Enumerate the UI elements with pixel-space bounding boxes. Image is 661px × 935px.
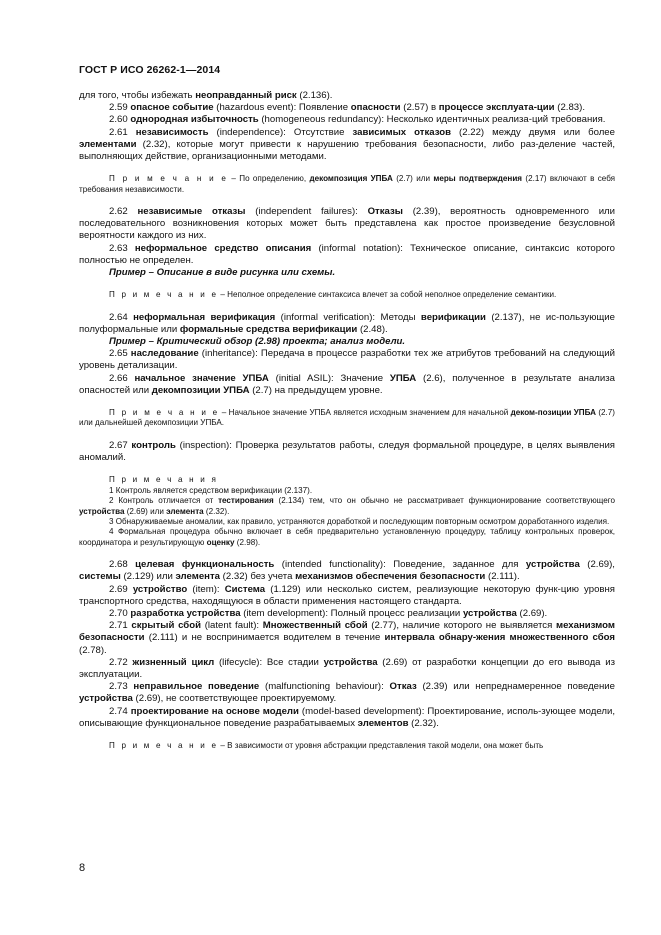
- text-run: (homogeneous redundancy): Несколько идентичных реализа-ций требования.: [258, 114, 606, 126]
- bold-term: процессе эксплуата-ции: [438, 102, 555, 114]
- paragraph: [79, 90, 615, 102]
- bold-term: верификации: [420, 311, 486, 323]
- text-run: (2.69),: [579, 559, 615, 571]
- bold-term: элементов: [357, 717, 409, 729]
- text-run: 2.71: [109, 620, 132, 632]
- text-run: (2.83).: [554, 102, 585, 114]
- bold-term: деком-позиции УПБА: [510, 408, 596, 418]
- text-run: 2.69: [109, 583, 133, 595]
- bold-term: интервала обнару-жения множественного сбоя: [384, 632, 615, 644]
- text-run: 1 Контроль является средством верификации (2.137).: [109, 485, 313, 495]
- term-2-59: [79, 102, 615, 114]
- text-run: – Начальное значение УПБА является исходным значением для начальной: [219, 408, 511, 418]
- term-2-60: [79, 114, 615, 126]
- text-run: 2.67: [109, 439, 132, 451]
- bold-term: разработка устройства: [130, 607, 241, 619]
- bold-term: УПБА: [389, 372, 417, 384]
- bold-term: Отказы: [367, 206, 403, 218]
- bold-term: механизмов обеспечения безопасности: [295, 571, 486, 583]
- text-run: (2.57) в: [400, 102, 439, 114]
- bold-term: проектирование на основе модели: [130, 705, 299, 717]
- bold-term: механизмом безопасности: [79, 620, 615, 644]
- bold-term: устройства: [525, 559, 580, 571]
- text-run: 2.65: [109, 348, 131, 360]
- term-2-62: [79, 206, 615, 243]
- page-number: 8: [79, 862, 86, 874]
- text-run: 2.70: [109, 607, 131, 619]
- bold-term: элементами: [79, 138, 137, 150]
- text-run: 2.64: [109, 311, 134, 323]
- term-2-69: [79, 584, 615, 608]
- bold-term: устройство: [132, 583, 188, 595]
- bold-term: неформальная верификация: [133, 311, 276, 323]
- bold-term: Отказ: [389, 681, 417, 693]
- bold-term: декомпозиция УПБА: [309, 174, 393, 184]
- text-run: 2.59: [109, 102, 131, 114]
- term-2-72: [79, 657, 615, 681]
- text-run: (2.111) и не воспринимается водителем в течение: [144, 632, 385, 644]
- text-run: 2.68: [109, 559, 136, 571]
- text-run: П р и м е ч а н и е: [109, 290, 219, 300]
- text-run: (2.7) или: [392, 174, 434, 184]
- bold-term: устройства: [323, 656, 378, 668]
- text-run: 2.62: [109, 206, 138, 218]
- text-run: – По определению,: [228, 174, 310, 184]
- text-run: (2.32) без учета: [220, 571, 296, 583]
- text-run: (2.69) или: [124, 506, 167, 516]
- bold-term: опасное событие: [130, 102, 214, 114]
- text-run: 2 Контроль отличается от: [109, 496, 219, 506]
- text-run: (independent failures):: [245, 206, 368, 218]
- text-run: (1.129) или несколько систем, реализующие некоторую функ-цию уровня транспортного средства, находящуюся в области применения настоящего стандарта.: [79, 583, 615, 607]
- note-item: [79, 527, 615, 548]
- note: [79, 290, 615, 300]
- text-run: 2.60: [109, 114, 131, 126]
- text-run: (item development): Полный процесс реализации: [240, 607, 463, 619]
- bold-term: однородная избыточность: [130, 114, 259, 126]
- text-run: Пример – Критический обзор (2.98) проекта; анализ модели.: [109, 336, 406, 348]
- bold-term: элемента: [166, 506, 204, 516]
- notes-heading: [79, 475, 615, 485]
- bold-term: неформальное средство описания: [134, 242, 312, 254]
- text-run: (2.7) или дальнейшей декомпозиции УПБА.: [79, 408, 615, 428]
- text-run: (2.32).: [408, 717, 439, 729]
- example: [79, 267, 615, 279]
- text-run: (2.32), которые могут привести к нарушению требования безопасности, либо раз-деление частей, выполняющих действие, организационными методами.: [79, 138, 615, 163]
- text-run: П р и м е ч а н и е: [109, 740, 219, 750]
- text-run: П р и м е ч а н и е: [109, 408, 220, 418]
- text-run: (2.69), не соответствующее проектируемому.: [132, 693, 337, 705]
- text-run: 2.73: [109, 681, 134, 693]
- text-run: (item):: [187, 583, 225, 595]
- text-run: (2.48).: [357, 323, 388, 335]
- bold-term: устройства: [462, 607, 517, 619]
- text-run: (2.69) от разработки концепции до его вывода из эксплуатации.: [79, 656, 615, 680]
- term-2-61: [79, 127, 615, 164]
- text-run: (2.7) на предыдущем уровне.: [249, 384, 383, 396]
- text-run: (2.77), наличие которого не выявляется: [367, 620, 556, 632]
- text-run: (2.137), не ис-пользующие полуформальные или: [79, 311, 615, 335]
- bold-term: меры подтверждения: [433, 174, 523, 184]
- term-2-71: [79, 620, 615, 657]
- term-2-74: [79, 706, 615, 730]
- bold-term: устройства: [79, 506, 125, 516]
- text-run: (2.39), вероятность одновременного или последовательного возникновения которых может быть представлена как простое произведение безусловной вероятности каждого из них.: [79, 206, 616, 242]
- text-run: (informal notation): Техническое описание, синтаксис которого полностью не определен.: [79, 242, 615, 266]
- text-run: (2.136).: [296, 90, 333, 101]
- bold-term: наследование: [130, 348, 199, 360]
- text-run: 2.61: [109, 126, 136, 138]
- text-run: Пример – Описание в виде рисунка или схемы.: [109, 267, 336, 279]
- note-item: [79, 486, 615, 496]
- term-2-73: [79, 681, 615, 705]
- text-run: (initial ASIL): Значение: [268, 372, 390, 384]
- text-run: (inspection): Проверка результатов работы, следуя формальной процедуре, в целях выявления аномалий.: [79, 439, 615, 464]
- text-run: 4 Формальная процедура обычно включает в себя предварительно установленную процедуру, таблицу контрольных проверок, координатора и результирующую: [79, 527, 615, 547]
- term-2-66: [79, 373, 615, 397]
- bold-term: формальные средства верификации: [179, 323, 358, 335]
- term-2-70: [79, 608, 615, 620]
- text-run: (latent fault):: [200, 620, 263, 632]
- text-run: 3 Обнаруживаемые аномалии, как правило, устраняются доработкой и последующим повторным осмотром доработанного изделия.: [109, 516, 610, 526]
- text-run: 2.63: [109, 242, 135, 254]
- term-2-64: [79, 312, 615, 336]
- text-run: (inheritance): Передача в процессе разработки тех же атрибутов требований на следующий уровень детализации.: [79, 348, 615, 372]
- text-run: (malfunctioning behaviour):: [259, 681, 390, 693]
- text-run: П р и м е ч а н и я: [109, 475, 219, 485]
- bold-term: Система: [224, 583, 266, 595]
- bold-term: оценку: [206, 537, 235, 547]
- bold-term: системы: [79, 571, 121, 583]
- text-run: 2.66: [109, 372, 135, 384]
- standard-header: ГОСТ Р ИСО 26262-1—2014: [79, 64, 221, 76]
- bold-term: декомпозиции УПБА: [151, 384, 250, 396]
- text-run: (lifecycle): Все стадии: [214, 656, 324, 668]
- note-item: [79, 496, 615, 517]
- text-run: (2.111).: [485, 571, 520, 583]
- text-run: (2.6), полученное в результате анализа опасностей или: [79, 372, 615, 396]
- bold-term: неправильное поведение: [133, 681, 260, 693]
- text-run: (2.134) тем, что он обычно не рассматривает функционирование соответствующего: [273, 496, 615, 506]
- term-2-68: [79, 559, 615, 583]
- bold-term: жизненный цикл: [132, 656, 215, 668]
- term-2-65: [79, 348, 615, 372]
- bold-term: независимость: [135, 126, 209, 138]
- bold-term: зависимых отказов: [352, 126, 452, 138]
- note-item: [79, 517, 615, 527]
- text-run: (2.78).: [79, 644, 107, 656]
- term-2-67: [79, 440, 615, 464]
- text-run: (model-based development): Проектирование, исполь-зующее модели, описывающие функциональное поведение разрабатываемых: [79, 705, 616, 729]
- text-run: для того, чтобы избежать: [79, 90, 196, 101]
- text-run: (independence): Отсутствие: [208, 126, 353, 138]
- bold-term: тестирования: [218, 496, 274, 506]
- bold-term: элемента: [175, 571, 220, 583]
- text-run: (2.98).: [234, 537, 261, 547]
- document-body: [79, 90, 615, 751]
- bold-term: устройства: [79, 693, 133, 705]
- text-run: (intended functionality): Поведение, заданное для: [274, 559, 526, 571]
- example: [79, 336, 615, 348]
- text-run: (2.129) или: [120, 571, 176, 583]
- text-run: 2.74: [109, 705, 131, 717]
- bold-term: скрытый сбой: [131, 620, 201, 632]
- bold-term: опасности: [350, 102, 401, 114]
- note: [79, 741, 615, 751]
- text-run: (2.22) между двумя или более: [451, 126, 615, 138]
- text-run: П р и м е ч а н и е: [109, 174, 229, 184]
- note: [79, 174, 615, 195]
- bold-term: целевая функциональность: [135, 559, 275, 571]
- text-run: (informal verification): Методы: [275, 311, 421, 323]
- text-run: 2.72: [109, 656, 133, 668]
- bold-term: контроль: [131, 439, 176, 451]
- text-run: (2.69).: [516, 607, 548, 619]
- text-run: (2.39) или непреднамеренное поведение: [416, 681, 615, 693]
- bold-term: независимые отказы: [137, 206, 246, 218]
- bold-term: начальное значение УПБА: [134, 372, 269, 384]
- bold-term: Множественный сбой: [262, 620, 368, 632]
- bold-term: неоправданный риск: [195, 90, 297, 101]
- text-run: (hazardous event): Появление: [213, 102, 351, 114]
- note: [79, 408, 615, 429]
- text-run: (2.32).: [203, 506, 230, 516]
- term-2-63: [79, 243, 615, 267]
- text-run: – В зависимости от уровня абстракции представления такой модели, она может быть: [218, 740, 544, 750]
- text-run: – Неполное определение синтаксиса влечет за собой неполное определение семантики.: [218, 290, 557, 300]
- text-run: (2.17) включают в себя требования независимости.: [79, 174, 616, 194]
